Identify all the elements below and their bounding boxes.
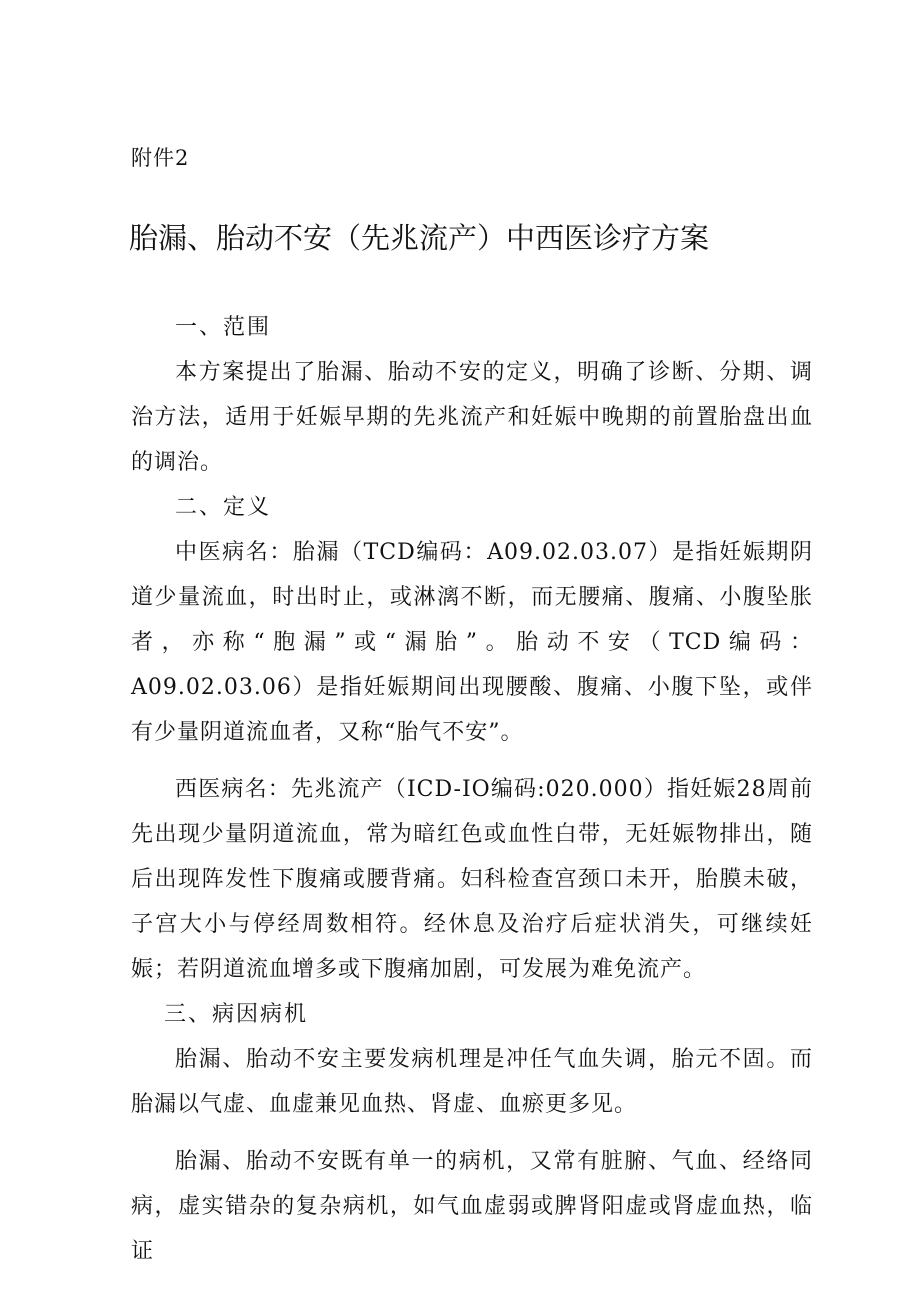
scope-paragraph: 本方案提出了胎漏、胎动不安的定义，明确了诊断、分期、调治方法，适用于妊娠早期的先兆流产和妊娠中晚期的前置胎盘出血的调治。: [131, 360, 813, 475]
document-body: [131, 305, 813, 1274]
annex-label: 附件2: [131, 146, 190, 170]
document-title: 胎漏、胎动不安（先兆流产）中西医诊疗方案: [129, 221, 710, 255]
section-heading-scope: 一、范围: [175, 315, 272, 340]
etiology-paragraph-1: 胎漏、胎动不安主要发病机理是冲任气血失调，胎元不固。而胎漏以气虚、血虚兼见血热、肾虚、血瘀更多见。: [131, 1047, 813, 1117]
section-heading-definition: 二、定义: [175, 495, 272, 520]
section-heading-etiology: 三、病因病机: [164, 1002, 309, 1027]
etiology-paragraph-2: 胎漏、胎动不安既有单一的病机，又常有脏腑、气血、经络同病，虚实错杂的复杂病机，如气血虚弱或脾肾阳虚或肾虚血热，临证: [131, 1149, 813, 1264]
tcm-definition-paragraph: 中医病名：胎漏（TCD编码：A09.02.03.07）是指妊娠期阴道少量流血，时出时止，或淋漓不断，而无腰痛、腹痛、小腹坠胀者，亦称“胞漏”或“漏胎”。胎动不安（TCD编码：A09.02.03.06）是指妊娠期间出现腰酸、腹痛、小腹下坠，或伴有少量阴道流血者，又称“胎气不安”。: [131, 540, 813, 745]
western-definition-paragraph: 西医病名：先兆流产（ICD-IO编码:020.000）指妊娠28周前先出现少量阴道流血，常为暗红色或血性白带，无妊娠物排出，随后出现阵发性下腹痛或腰背痛。妇科检查宫颈口未开，胎膜未破，子宫大小与停经周数相符。经休息及治疗后症状消失，可继续妊娠；若阴道流血增多或下腹痛加剧，可发展为难免流产。: [131, 777, 813, 982]
